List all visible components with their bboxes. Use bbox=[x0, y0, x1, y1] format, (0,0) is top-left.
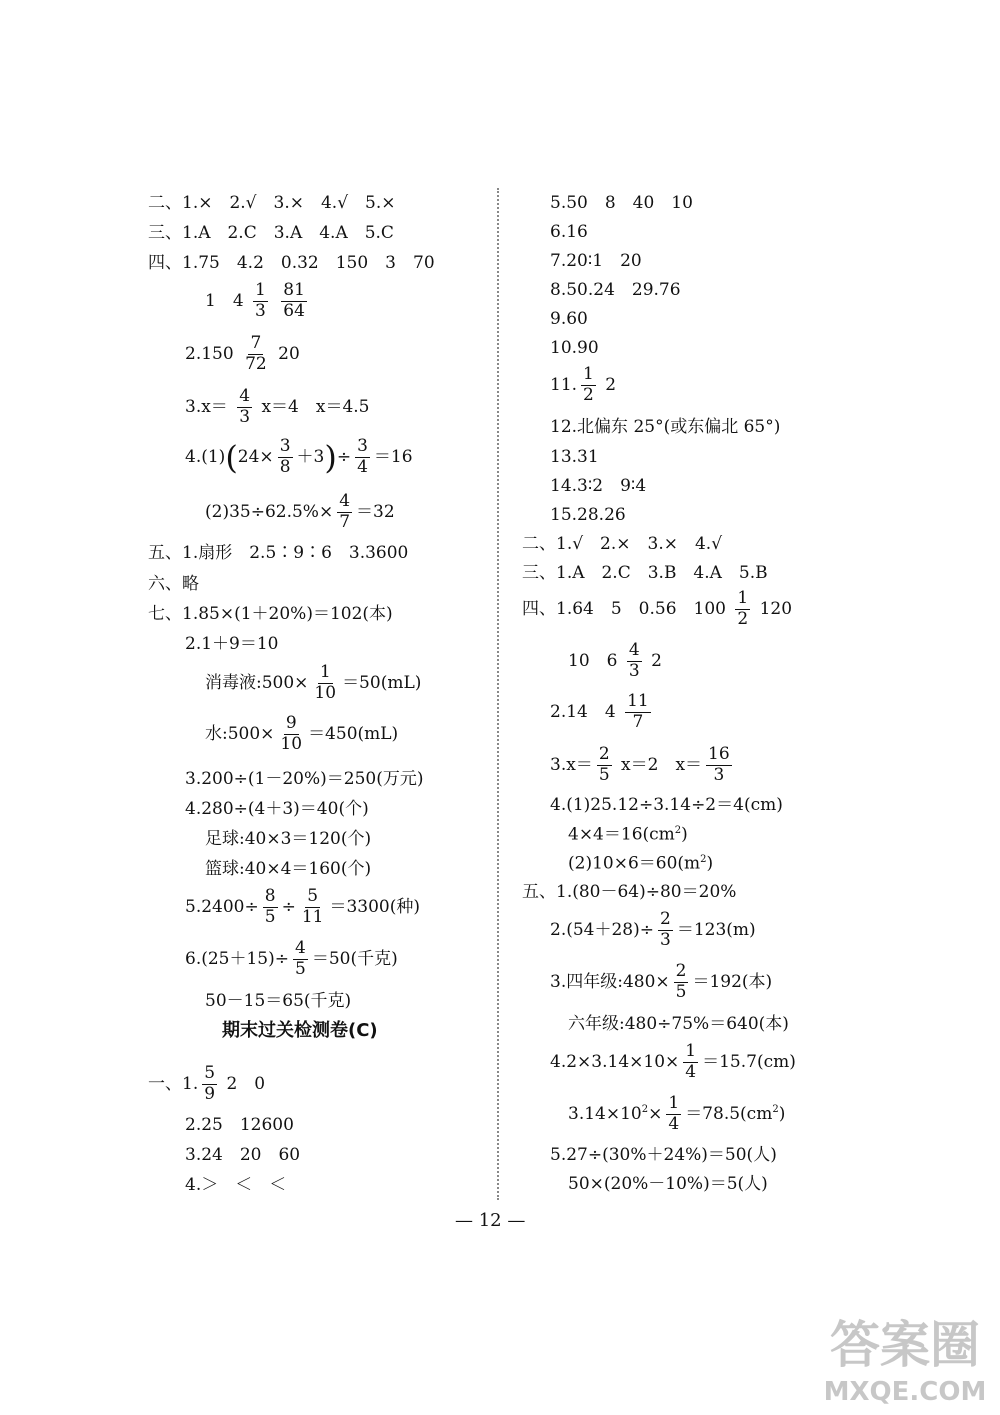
answer-text: ＋3 bbox=[296, 446, 325, 467]
answer-text: ＝15.7(cm) bbox=[702, 1051, 796, 1072]
answer-text: 3.14×10 bbox=[568, 1103, 642, 1124]
answer-line bbox=[205, 664, 421, 703]
answer-text: 4×4＝16(cm bbox=[568, 824, 675, 845]
answer-text: ) bbox=[778, 1103, 786, 1124]
answer-line bbox=[185, 335, 300, 374]
answer-text: 一、1. bbox=[148, 1073, 199, 1094]
answer-line bbox=[568, 1095, 785, 1134]
answer-line: 3.24 20 60 bbox=[185, 1145, 301, 1165]
answer-text: 四、1.64 5 0.56 100 bbox=[522, 598, 726, 619]
answer-line: 50－15＝65(千克) bbox=[205, 991, 352, 1011]
answer-line: 二、1.× 2.√ 3.× 4.√ 5.× bbox=[148, 193, 396, 213]
fraction: $\frac{11}{7}$ bbox=[627, 691, 649, 732]
answer-text: 4.2×3.14×10× bbox=[550, 1051, 680, 1072]
superscript: 2 bbox=[674, 825, 682, 836]
answer-text: 2 0 bbox=[226, 1073, 266, 1094]
answer-line: 6.16 bbox=[550, 222, 588, 242]
answer-text: 4.(1) bbox=[185, 446, 226, 467]
answer-line bbox=[185, 388, 369, 427]
answer-line bbox=[568, 826, 688, 844]
answer-text: 消毒液:500× bbox=[205, 672, 309, 693]
answer-line: 足球:40×3＝120(个) bbox=[205, 829, 372, 849]
answer-line bbox=[205, 715, 398, 754]
fraction: $\frac{5}{9}$ bbox=[204, 1063, 216, 1104]
answer-text: 120 bbox=[759, 598, 793, 619]
watermark-logo bbox=[815, 1300, 995, 1410]
answer-line: 五、1.扇形 2.5∶9∶6 3.3600 bbox=[148, 543, 409, 563]
answer-line: 篮球:40×4＝160(个) bbox=[205, 859, 372, 879]
fraction: $\frac{5}{11}$ bbox=[301, 886, 324, 927]
answer-line: 13.31 bbox=[550, 447, 599, 467]
answer-text: (2)35÷62.5%× bbox=[205, 501, 334, 522]
answer-line bbox=[205, 493, 395, 532]
fraction: $\frac{16}{3}$ bbox=[708, 744, 730, 785]
answer-text: (2)10×6＝60(m bbox=[568, 853, 701, 874]
fraction: $\frac{2}{5}$ bbox=[675, 961, 687, 1002]
answer-text: ÷ bbox=[281, 896, 296, 917]
answer-line: 三、1.A 2.C 3.B 4.A 5.B bbox=[522, 563, 768, 583]
answer-text: 3.x＝ bbox=[185, 396, 228, 417]
fraction: $\frac{81}{64}$ bbox=[283, 280, 305, 321]
answer-line: 50×(20%－10%)＝5(人) bbox=[568, 1174, 768, 1194]
answer-text: ＝50(千克) bbox=[311, 948, 398, 969]
answer-line: 四、1.75 4.2 0.32 150 3 70 bbox=[148, 253, 435, 273]
answer-text: 20 bbox=[278, 343, 300, 364]
watermark-url: MXQE.COM bbox=[823, 1377, 987, 1407]
answer-text: ＝78.5(cm bbox=[685, 1103, 773, 1124]
fraction: $\frac{3}{4}$ bbox=[357, 436, 368, 477]
fraction: $\frac{1}{3}$ bbox=[255, 280, 266, 321]
answer-line bbox=[550, 1043, 796, 1082]
answer-text: 水:500× bbox=[205, 723, 275, 744]
answer-text: 3.四年级:480× bbox=[550, 971, 670, 992]
answer-line bbox=[550, 963, 772, 1002]
answer-line: 二、1.√ 2.× 3.× 4.√ bbox=[522, 534, 723, 554]
answer-line: 六年级:480÷75%＝640(本) bbox=[568, 1014, 789, 1034]
right-paren: ) bbox=[324, 438, 337, 477]
answer-text: 24× bbox=[237, 446, 274, 467]
fraction: $\frac{1}{4}$ bbox=[685, 1041, 697, 1082]
answer-line: 15.28.26 bbox=[550, 505, 626, 525]
answer-line: 14.3∶2 9∶4 bbox=[550, 476, 647, 496]
answer-line bbox=[205, 282, 311, 321]
answer-line: 三、1.A 2.C 3.A 4.A 5.C bbox=[148, 223, 394, 243]
fraction: $\frac{2}{5}$ bbox=[598, 744, 610, 785]
answer-text: ÷ bbox=[336, 446, 352, 467]
answer-text: 2.150 bbox=[185, 343, 234, 364]
answer-text: 2 bbox=[605, 374, 617, 395]
answer-text: 2 bbox=[651, 650, 662, 671]
fraction: $\frac{4}{3}$ bbox=[239, 386, 251, 427]
answer-line bbox=[550, 911, 756, 950]
answer-line: 4.＞ ＜ ＜ bbox=[185, 1175, 287, 1195]
answer-text: ＝16 bbox=[373, 446, 413, 467]
answer-line: 7.20∶1 20 bbox=[550, 251, 642, 271]
answer-text: ＝123(m) bbox=[676, 919, 756, 940]
answer-line bbox=[148, 1065, 265, 1104]
answer-line: 七、1.85×(1＋20%)＝102(本) bbox=[148, 604, 393, 624]
fraction: $\frac{1}{2}$ bbox=[583, 364, 594, 405]
answer-line bbox=[568, 642, 662, 681]
answer-line bbox=[568, 855, 713, 873]
answer-line: 4.280÷(4＋3)＝40(个) bbox=[185, 799, 369, 819]
answer-text: 1 4 bbox=[205, 290, 244, 311]
answer-text: 2.(54＋28)÷ bbox=[550, 919, 654, 940]
answer-line: 五、1.(80－64)÷80＝20% bbox=[522, 882, 737, 902]
answer-text: ＝50(mL) bbox=[342, 672, 422, 693]
fraction: $\frac{4}{7}$ bbox=[339, 491, 351, 532]
answer-text: ) bbox=[706, 853, 714, 874]
superscript: 2 bbox=[772, 1104, 779, 1116]
fraction: $\frac{7}{72}$ bbox=[245, 333, 267, 374]
answer-text: x＝2 x＝ bbox=[621, 754, 703, 775]
answer-line bbox=[550, 693, 655, 732]
fraction: $\frac{9}{10}$ bbox=[280, 713, 303, 754]
answer-line bbox=[185, 940, 398, 979]
answer-text: ＝3300(种) bbox=[329, 896, 420, 917]
fraction: $\frac{1}{4}$ bbox=[668, 1093, 680, 1134]
answer-line: 8.50.24 29.76 bbox=[550, 280, 681, 300]
answer-line bbox=[550, 366, 616, 405]
answer-line bbox=[185, 888, 420, 927]
answer-line: 10.90 bbox=[550, 338, 599, 358]
answer-text: 10 6 bbox=[568, 650, 618, 671]
answer-line: 2.1＋9＝10 bbox=[185, 634, 279, 654]
answer-text: ＝192(本) bbox=[692, 971, 773, 992]
answer-text: 3.x＝ bbox=[550, 754, 593, 775]
fraction: $\frac{1}{10}$ bbox=[314, 662, 337, 703]
fraction: $\frac{2}{3}$ bbox=[660, 909, 671, 950]
answer-line: 12.北偏东 25°(或东偏北 65°) bbox=[550, 417, 781, 437]
superscript: 2 bbox=[641, 1104, 649, 1116]
answer-line: 9.60 bbox=[550, 309, 588, 329]
answer-text: ＝32 bbox=[356, 501, 395, 522]
fraction: $\frac{1}{2}$ bbox=[737, 588, 749, 629]
fraction: $\frac{3}{8}$ bbox=[279, 436, 291, 477]
answer-text: ＝450(mL) bbox=[308, 723, 399, 744]
answer-text: 2.14 4 bbox=[550, 701, 616, 722]
page-number: — 12 — bbox=[455, 1210, 526, 1231]
column-divider bbox=[497, 188, 499, 1200]
fraction: $\frac{4}{3}$ bbox=[628, 640, 640, 681]
answer-line: 5.50 8 40 10 bbox=[550, 193, 693, 213]
answer-line bbox=[522, 590, 792, 629]
superscript: 2 bbox=[700, 854, 707, 865]
answer-text: 11. bbox=[550, 374, 578, 395]
left-paren: ( bbox=[225, 438, 238, 477]
answer-line bbox=[550, 746, 736, 785]
answer-line: 4.(1)25.12÷3.14÷2＝4(cm) bbox=[550, 795, 783, 815]
watermark-text: 答案圈 bbox=[830, 1316, 980, 1374]
answer-line bbox=[185, 438, 413, 477]
fraction: $\frac{4}{5}$ bbox=[295, 938, 306, 979]
answer-line: 3.200÷(1－20%)＝250(万元) bbox=[185, 769, 424, 789]
answer-text: ) bbox=[681, 824, 688, 845]
answer-line: 六、略 bbox=[148, 574, 199, 594]
section-heading: 期末过关检测卷(C) bbox=[222, 1020, 378, 1041]
answer-text: 5.2400÷ bbox=[185, 896, 259, 917]
answer-text: 6.(25＋15)÷ bbox=[185, 948, 289, 969]
answer-line: 5.27÷(30%＋24%)＝50(人) bbox=[550, 1145, 777, 1165]
fraction: $\frac{8}{5}$ bbox=[264, 886, 276, 927]
answer-text: x＝4 x＝4.5 bbox=[261, 396, 370, 417]
answer-line: 2.25 12600 bbox=[185, 1115, 294, 1135]
answer-text: × bbox=[648, 1103, 663, 1124]
